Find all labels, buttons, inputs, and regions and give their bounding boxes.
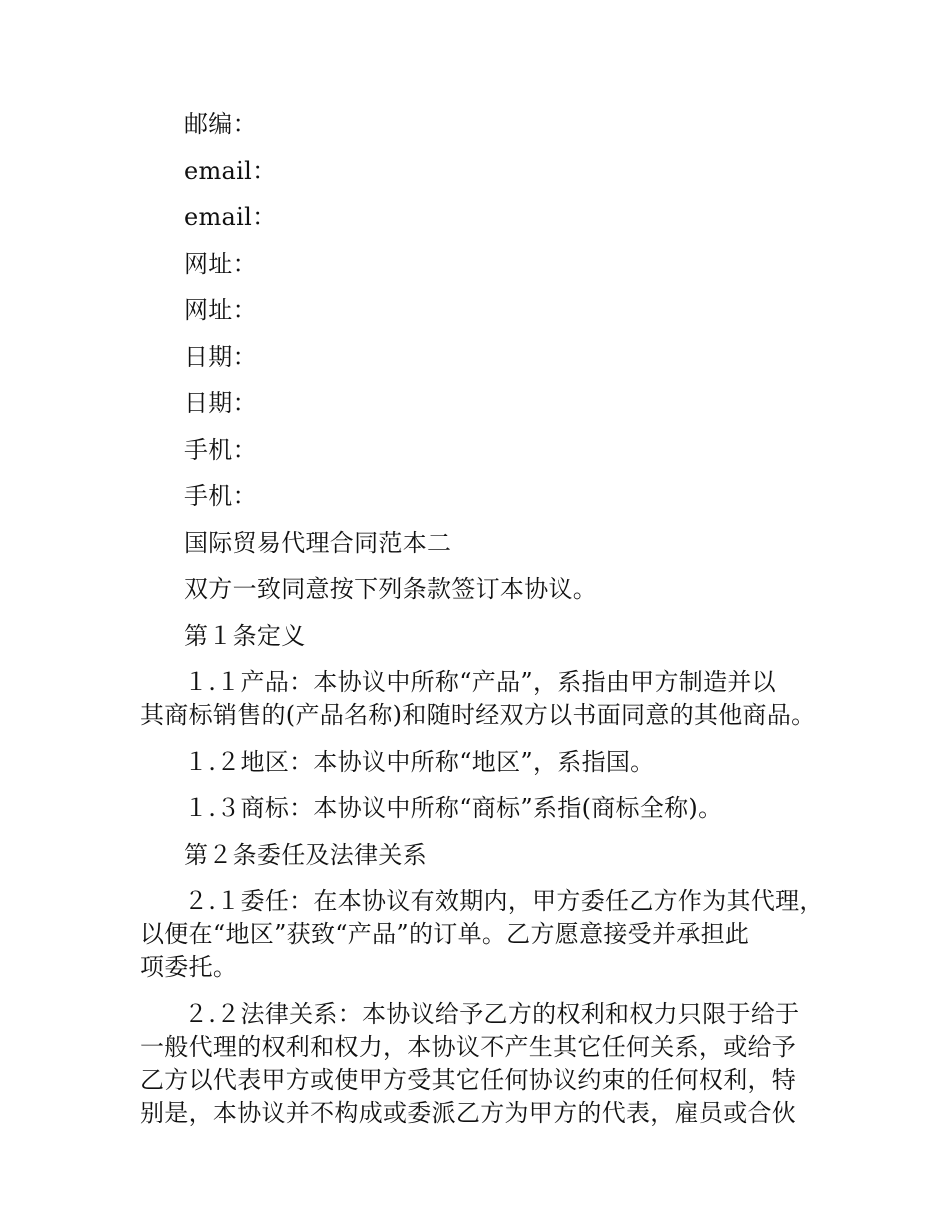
clause-2-2-line: 一般代理的权利和权力，本协议不产生其它任何关系，或给予: [140, 1032, 797, 1061]
website-label: 网址：: [184, 296, 257, 324]
mobile-label: 手机：: [184, 435, 257, 464]
email-label: email：: [184, 203, 277, 231]
document-body: [140, 108, 840, 1143]
document-title: 国际贸易代理合同范本二: [184, 528, 452, 557]
date-label: 日期：: [184, 389, 257, 417]
intro-paragraph: 双方一致同意按下列条款签订本协议。: [184, 575, 598, 603]
clause-2-2-line: 乙方以代表甲方或使甲方受其它任何协议约束的任何权利，特: [140, 1065, 797, 1094]
clause-2-2-line: 别是，本协议并不构成或委派乙方为甲方的代表，雇员或合伙: [140, 1098, 797, 1127]
article-1-heading: 第１条定义: [184, 621, 306, 650]
clause-1-2: １.２地区：本协议中所称“地区”，系指国。: [184, 747, 655, 776]
date-label: 日期：: [184, 342, 257, 371]
clause-2-2-line: ２.２法律关系：本协议给予乙方的权利和权力只限于给于: [184, 999, 800, 1028]
postcode-label: 邮编：: [184, 110, 257, 138]
email-label: email：: [184, 156, 277, 185]
clause-1-1-line: 其商标销售的(产品名称)和随时经双方以书面同意的其他商品。: [140, 701, 816, 729]
clause-1-3: １.３商标：本协议中所称“商标”系指(商标全称)。: [184, 794, 723, 822]
website-label: 网址：: [184, 249, 257, 278]
clause-2-1-line: 以便在“地区”获致“产品”的订单。乙方愿意接受并承担此: [140, 920, 750, 948]
mobile-label: 手机：: [184, 482, 257, 510]
clause-2-1-line: ２.１委任：在本协议有效期内，甲方委任乙方作为其代理，: [184, 887, 824, 915]
clause-2-1-line: 项委托。: [140, 953, 238, 981]
clause-1-1: [140, 666, 840, 732]
clause-2-1: [140, 885, 840, 984]
clause-2-2: [140, 998, 840, 1130]
article-2-heading: 第２条委任及法律关系: [184, 840, 427, 869]
clause-1-1-line: １.１产品：本协议中所称“产品”，系指由甲方制造并以: [184, 668, 776, 696]
